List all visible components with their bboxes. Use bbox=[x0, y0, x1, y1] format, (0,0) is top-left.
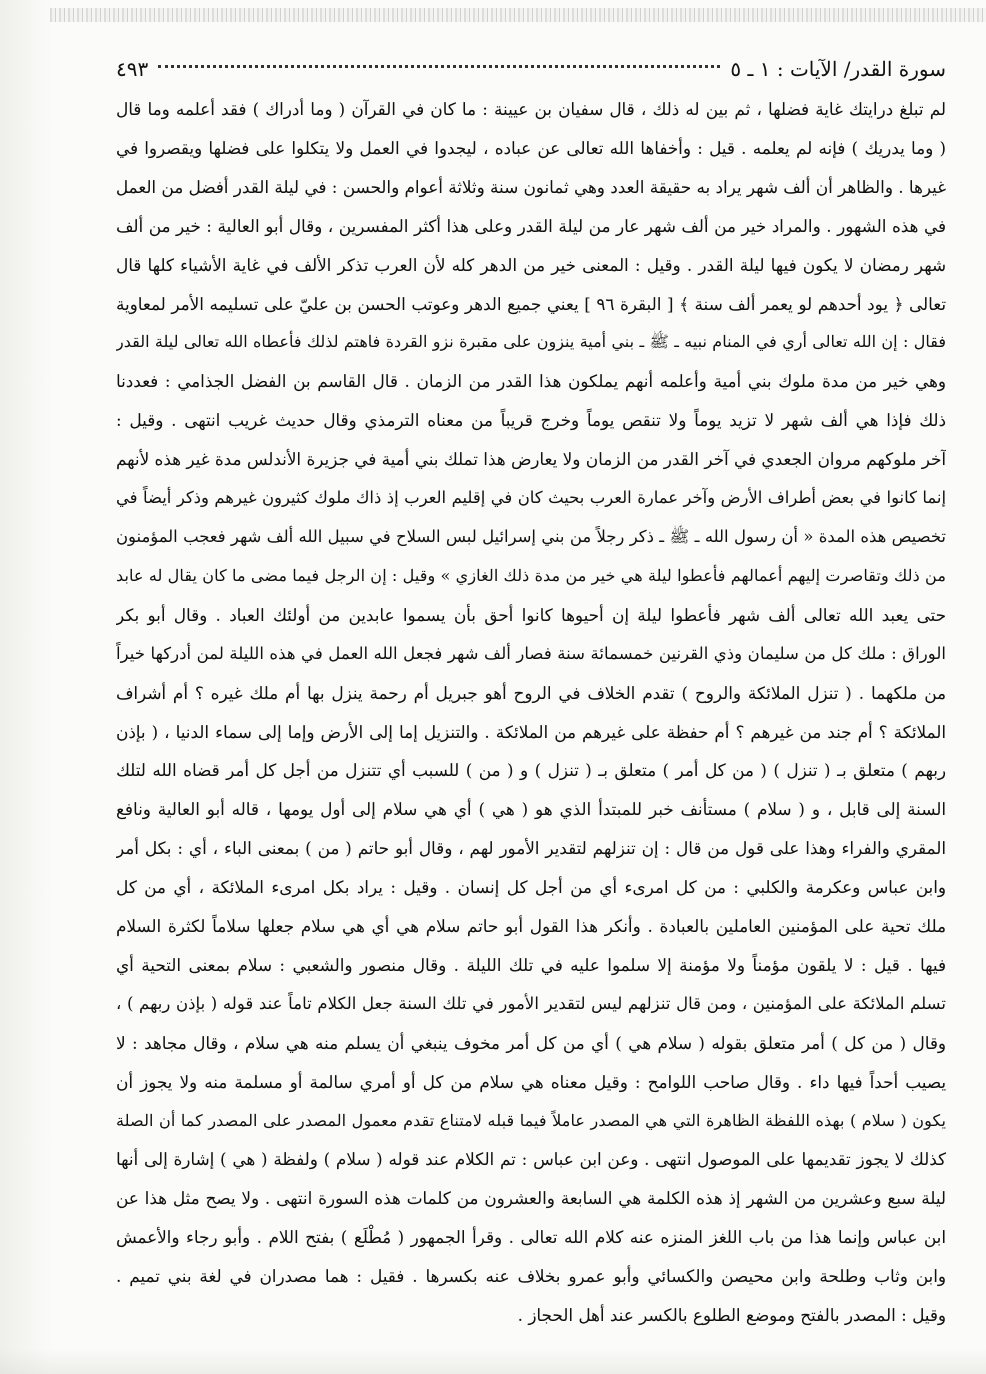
text-line: لم تبلغ درايتك غاية فضلها ، ثم بين له ذلك ، قال سفيان بن عيينة : ما كان في القرآن ( وما أدراك ) فقد أعلمه وما قال bbox=[116, 99, 946, 119]
text-line: وابن عباس وعكرمة والكلبي : من كل امرىء أي من أجل كل إنسان . وقيل : يراد بكل امرىء الملائكة ، أي من كل bbox=[116, 877, 946, 898]
text-line: من ذلك وتقاصرت إليهم أعمالهم فأعطوا ليلة هي خير من مدة ذلك الغازي » وقيل : إن الرجل فيما مضى ما كان يقال له عابد bbox=[116, 565, 946, 585]
text-line: الوراق : ملك كل من سليمان وذي القرنين خمسمائة سنة فصار ألف شهر فجعل الله العمل في هذه الليلة لمن أدركها خيراً bbox=[116, 643, 946, 663]
text-line: في هذه الشهور . والمراد خير من ألف شهر عار من ليلة القدر وعلى هذا أكثر المفسرين ، وقال أبو العالية : خير من ألف bbox=[116, 215, 946, 236]
text-line: السنة إلى قابل ، و ( سلام ) مستأنف خبر للمبتدأ الذي هو ( هي ) أي هي سلام إلى أول يومها ، قاله أبو العالية ونافع bbox=[116, 799, 946, 820]
text-line: حتى يعبد الله تعالى ألف شهر فأعطوا ليلة إن أحيوها كانوا أحق بأن يسموا عابدين من أولئك العباد . وقال أبو بكر bbox=[116, 604, 946, 625]
text-line: وقال ( من كل ) أمر متعلق بقوله ( سلام هي ) أي من كل أمر مخوف ينبغي أن يسلم منه هي سلام ، وقال مجاهد : لا bbox=[116, 1032, 946, 1053]
text-line: ملك تحية على المؤمنين العاملين بالعبادة . وأنكر هذا القول أبو حاتم سلام هي أي هي سلام جعلها سلاماً لكثرة السلام bbox=[116, 916, 946, 937]
text-line: يصيب أحداً فيها داء . وقال صاحب اللوامح : وقيل معناه هي سلام من كل أو أمري سالمة أو مسلمة منه ولا يجوز أن bbox=[116, 1071, 946, 1092]
text-line: يكون ( سلام ) بهذه اللفظة الظاهرة التي هي المصدر عاملاً فيما قبله لامتناع تقدم معمول المصدر على المصدر كما أن الصلة bbox=[116, 1110, 946, 1130]
text-line: شهر رمضان لا يكون فيها ليلة القدر . وقيل : المعنى خير من الدهر كله لأن العرب تذكر الألف في غاية الأشياء كلها قال bbox=[116, 254, 946, 275]
text-line: وابن وثاب وطلحة وابن محيصن والكسائي وأبو عمرو بخلاف عنه بكسرها . فقيل : هما مصدران في لغة بني تميم . bbox=[116, 1266, 946, 1287]
top-page-border bbox=[50, 8, 986, 22]
text-line: تخصيص هذه المدة « أن رسول الله ـ ﷺ ـ ذكر رجلاً من بني إسرائيل لبس السلاح في سبيل الله ألف شهر فعجب المؤمنون bbox=[116, 526, 946, 546]
text-line: آخر ملوكهم مروان الجعدي في آخر القدر من الزمان ولا يعارض هذا تملك بني أمية في جزيرة الأندلس مدة غير هذه لأنهم bbox=[116, 449, 946, 470]
text-line: الملائكة ؟ أم جند من غيرهم ؟ أم حفظة على غيرهم من الملائكة . والتنزيل إما إلى الأرض وإما إلى سماء الدنيا ، ( بإذن bbox=[116, 721, 946, 742]
text-line: وهي خير من مدة ملوك بني أمية وأعلمه أنهم يملكون هذا القدر من الزمان . قال القاسم بن الفضل الجذامي : فعددنا bbox=[116, 371, 946, 392]
text-line: ربهم ) متعلق بـ ( تنزل ) ( من كل أمر ) متعلق بـ ( تنزل ) و ( من ) للسبب أي تتنزل من أجل كل أمر قضاه الله لتلك bbox=[116, 760, 946, 781]
text-line: ابن عباس وإنما هذا من باب اللغز المنزه عنه كلام الله تعالى . وقرأ الجمهور ( مُطْلَع ) بفتح اللام . وأبو رجاء والأعمش bbox=[116, 1227, 946, 1248]
text-line: ( وما يدريك ) فإنه لم يعلمه . قيل : وأخفاها الله تعالى عن عباده ، ليجدوا في العمل ولا يتكلوا على فضلها ويقصروا في bbox=[116, 137, 946, 158]
running-header-title: سورة القدر/ الآيات : ١ ـ ٥ bbox=[730, 57, 946, 81]
text-line: تعالى ﴿ يود أحدهم لو يعمر ألف سنة ﴾ [ البقرة ٩٦ ] يعني جميع الدهر وعوتب الحسن بن عليّ على تسليمه الأمر لمعاوية bbox=[116, 293, 946, 314]
text-line: تسلم الملائكة على المؤمنين ، ومن قال تنزلهم ليس لتقدير الأمور في تلك السنة جعل الكلام تاماً عند قوله ( بإذن ربهم ) ، bbox=[116, 993, 946, 1013]
text-line: المقري والفراء وهذا على قول من قال : إن تنزلهم لتقدير الأمور لهم ، وقال أبو حاتم ( من ) بمعنى الباء ، أي : بكل أمر bbox=[116, 838, 946, 859]
text-line: ذلك فإذا هي ألف شهر لا تزيد يوماً ولا تنقص يوماً وخرج قريباً من معناه الترمذي وقال حديث غريب انتهى . وقيل : bbox=[116, 410, 946, 431]
text-line: كذلك لا يجوز تقديمها على الموصول انتهى . وعن ابن عباس : تم الكلام عند قوله ( سلام ) ولفظة ( هي ) إشارة إلى أنها bbox=[116, 1149, 946, 1170]
header-leader-dots bbox=[158, 65, 720, 68]
page-number: ٤٩٣ bbox=[116, 57, 149, 81]
page-margin-shadow bbox=[0, 0, 58, 1374]
text-line: إنما كانوا في بعض أطراف الأرض وآخر عمارة العرب بحيث كان في إقليم العرب إذ ذاك ملوك كثيرون غيرهم وذكر أيضاً في bbox=[116, 488, 946, 508]
text-line: فقال : إن الله تعالى أري في المنام نبيه ـ ﷺ ـ بني أمية ينزون على مقبرة نزو القردة فاهتم لذلك فأعطاه الله تعالى ليلة القدر bbox=[116, 332, 946, 352]
book-page bbox=[116, 52, 946, 1335]
body-text bbox=[116, 90, 946, 1335]
text-line: فيها . قيل : لا يلقون مؤمناً ولا مؤمنة إلا سلموا عليه في تلك الليلة . وقال منصور والشعبي : سلام بمعنى التحية أي bbox=[116, 954, 946, 975]
text-line: وقيل : المصدر بالفتح وموضع الطلوع بالكسر عند أهل الحجاز . bbox=[517, 1305, 946, 1326]
text-line: من ملكهما . ( تنزل الملائكة والروح ) تقدم الخلاف في الروح أهو جبريل أم رحمة ينزل بها أم ملك غيره ؟ أم أشراف bbox=[116, 682, 946, 703]
running-header bbox=[116, 52, 946, 86]
text-line: غيرها . والظاهر أن ألف شهر يراد به حقيقة العدد وهي ثمانون سنة وثلاثة أعوام والحسن : في ليلة القدر أفضل من العمل bbox=[116, 176, 946, 197]
page-bottom-shadow bbox=[0, 1348, 986, 1374]
text-line: ليلة سبع وعشرين من الشهر إذ هذه الكلمة هي السابعة والعشرون من كلمات هذه السورة انتهى . ولا يصح مثل هذا عن bbox=[116, 1188, 946, 1209]
